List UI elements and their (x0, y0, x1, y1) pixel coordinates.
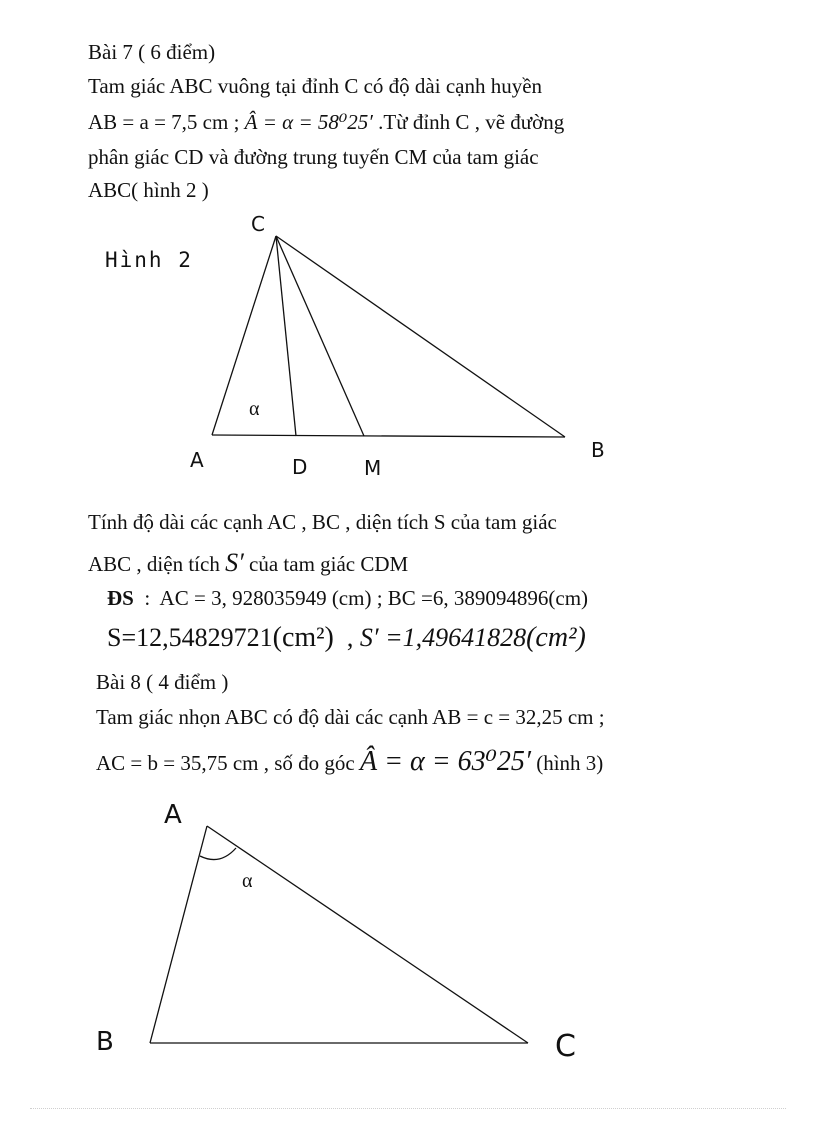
answer-s-unit: (cm²) (272, 622, 334, 653)
bai7-line3: phân giác CD và đường trung tuyến CM của tam giác (88, 145, 539, 169)
angle-alpha-label: α (249, 398, 260, 420)
bai7-line2-b: .Từ đỉnh C , vẽ đường (378, 110, 565, 134)
question2-a: ABC , diện tích (88, 552, 220, 576)
figure-2-caption: Hình 2 (105, 248, 193, 272)
point-label-a-fig3: A (164, 800, 182, 830)
point-label-c: C (251, 212, 265, 236)
bai7-line2-a: AB = a = 7,5 cm ; (88, 110, 240, 134)
point-label-b: B (591, 438, 605, 462)
question2-s-prime: S′ (225, 548, 244, 577)
bai7-line1: Tam giác ABC vuông tại đỉnh C có độ dài cạnh huyền (88, 74, 543, 98)
answer-label: ĐS (107, 586, 134, 610)
bai8-line2-a: AC = b = 35,75 cm , số đo góc (96, 751, 355, 775)
point-label-c-fig3: C (555, 1029, 576, 1064)
bai8-line1: Tam giác nhọn ABC có độ dài các cạnh AB = c = 32,25 cm ; (96, 705, 605, 729)
angle-arc-a (200, 848, 236, 860)
bai8-heading: Bài 8 ( 4 điểm ) (96, 670, 229, 694)
bai7-angle-formula: Â = α = 58⁰25′ (244, 110, 373, 134)
point-label-b-fig3: B (96, 1027, 114, 1057)
side-ab-fig3 (150, 826, 207, 1043)
bai8-angle-formula: Â = α = 63⁰25′ (360, 746, 531, 777)
answer-s-value: S=12,54829721 (107, 623, 273, 652)
answer-separator: , (346, 623, 354, 652)
answer-colon: : (144, 586, 151, 610)
angle-alpha-label-fig3: α (242, 870, 253, 892)
bai7-heading: Bài 7 ( 6 điểm) (88, 40, 216, 64)
answer-ac-bc: AC = 3, 928035949 (cm) ; BC =6, 389094896(cm) (159, 586, 589, 610)
answer-s-prime-value: S′ =1,49641828 (359, 623, 527, 652)
point-label-a: A (190, 448, 204, 472)
page-footer-divider (30, 1108, 786, 1109)
question2-b: của tam giác CDM (249, 552, 409, 576)
bai7-line4: ABC( hình 2 ) (88, 178, 209, 202)
bai8-line2-b: (hình 3) (536, 751, 604, 775)
side-ac-fig3 (207, 826, 528, 1043)
point-label-d: D (292, 455, 308, 479)
point-label-m: M (364, 456, 382, 480)
answer-s-prime-unit: (cm²) (526, 622, 586, 653)
bai7-question-line1: Tính độ dài các cạnh AC , BC , diện tích S của tam giác (88, 510, 557, 534)
